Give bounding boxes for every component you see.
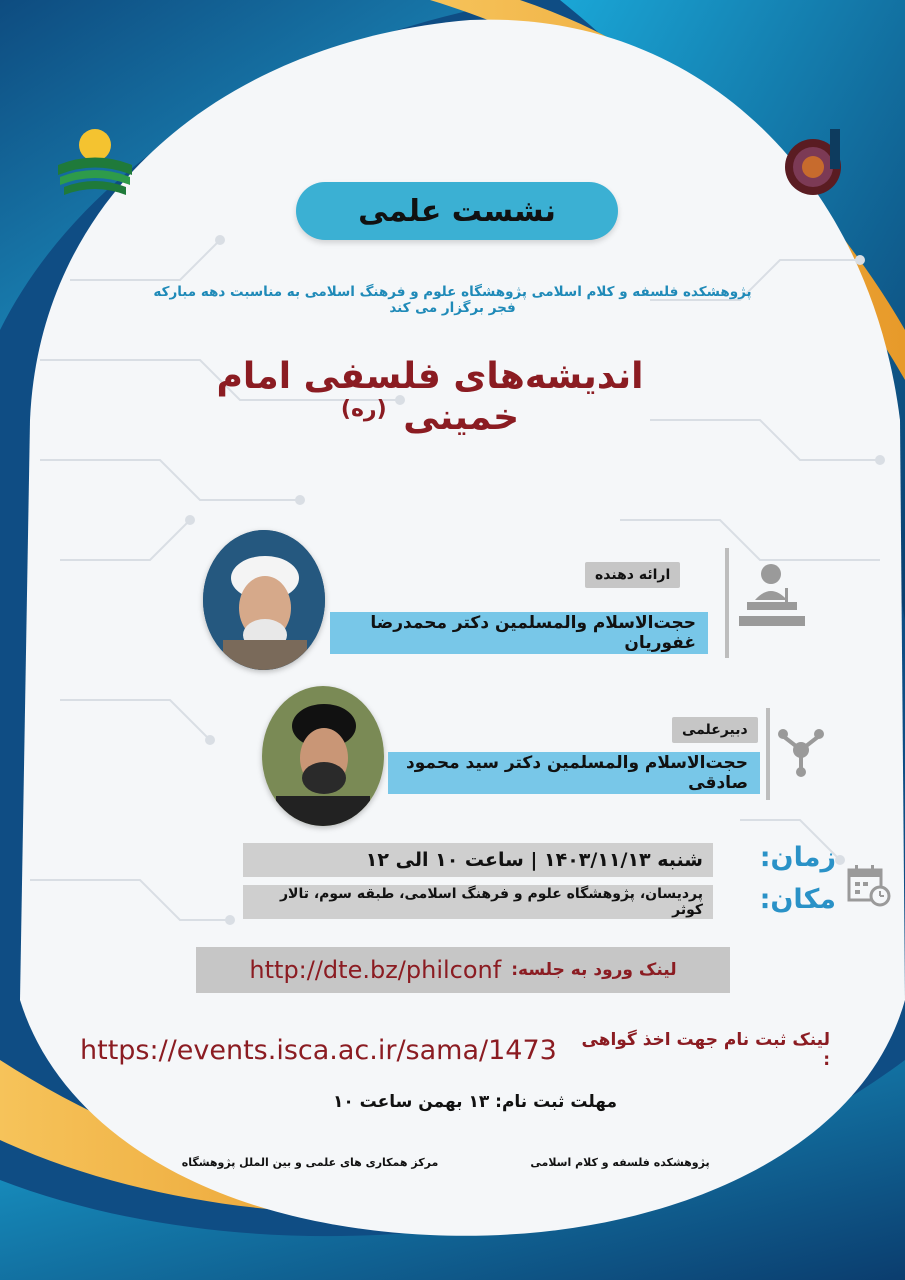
registration-url[interactable]: https://events.isca.ac.ir/sama/1473 bbox=[80, 1034, 557, 1066]
presenter-divider bbox=[725, 548, 729, 658]
presenter-photo bbox=[203, 530, 325, 670]
main-title bbox=[170, 356, 690, 438]
secretary-name: حجت‌الاسلام والمسلمین دکتر سید محمود صادقی bbox=[388, 752, 760, 794]
presenter-name: حجت‌الاسلام والمسلمین دکتر محمدرضا غفوریان bbox=[330, 612, 708, 654]
secretary-photo bbox=[262, 686, 384, 826]
place-label: مکان: bbox=[759, 884, 836, 915]
emblem-logo-icon bbox=[780, 125, 850, 200]
secretary-divider bbox=[766, 708, 770, 800]
registration-label: لینک ثبت نام جهت اخذ گواهی : bbox=[581, 1030, 830, 1070]
main-title-text: اندیشه‌های فلسفی امام خمینی bbox=[216, 356, 644, 438]
book-sun-logo-icon bbox=[50, 125, 140, 205]
network-nodes-icon bbox=[775, 720, 827, 780]
time-label: زمان: bbox=[759, 842, 836, 873]
subtitle: پژوهشکده فلسفه و کلام اسلامی پژوهشگاه علوم و فرهنگ اسلامی به مناسبت دهه مبارکه فجر برگزار می کند bbox=[153, 284, 752, 316]
presenter-role: ارائه دهنده bbox=[585, 562, 680, 588]
session-link-url[interactable]: http://dte.bz/philconf bbox=[249, 956, 502, 984]
event-type-text: نشست علمی bbox=[358, 193, 556, 229]
left-logo bbox=[50, 125, 140, 225]
secretary-role: دبیرعلمی bbox=[672, 717, 758, 743]
event-type-pill bbox=[296, 182, 618, 240]
calendar-clock-icon bbox=[845, 862, 891, 908]
footer-right: پژوهشکده فلسفه و کلام اسلامی bbox=[530, 1156, 710, 1169]
footer-left: مرکز همکاری های علمی و بین الملل پژوهشگاه bbox=[181, 1156, 439, 1169]
speaker-podium-icon bbox=[735, 560, 807, 632]
place-value: پردیسان، پژوهشگاه علوم و فرهنگ اسلامی، طبقه سوم، تالار کوثر bbox=[243, 885, 713, 919]
secretary-portrait-icon bbox=[262, 686, 384, 826]
time-value: شنبه ۱۴۰۳/۱۱/۱۳ | ساعت ۱۰ الی ۱۲ bbox=[243, 843, 713, 877]
main-title-suffix: (ره) bbox=[340, 397, 387, 422]
session-link-label: لینک ورود به جلسه: bbox=[511, 960, 677, 980]
right-logo bbox=[780, 125, 850, 235]
session-link-box bbox=[196, 947, 730, 993]
registration-row bbox=[80, 1030, 830, 1070]
presenter-portrait-icon bbox=[203, 530, 325, 670]
registration-deadline: مهلت ثبت نام: ۱۳ بهمن ساعت ۱۰ bbox=[332, 1092, 618, 1112]
